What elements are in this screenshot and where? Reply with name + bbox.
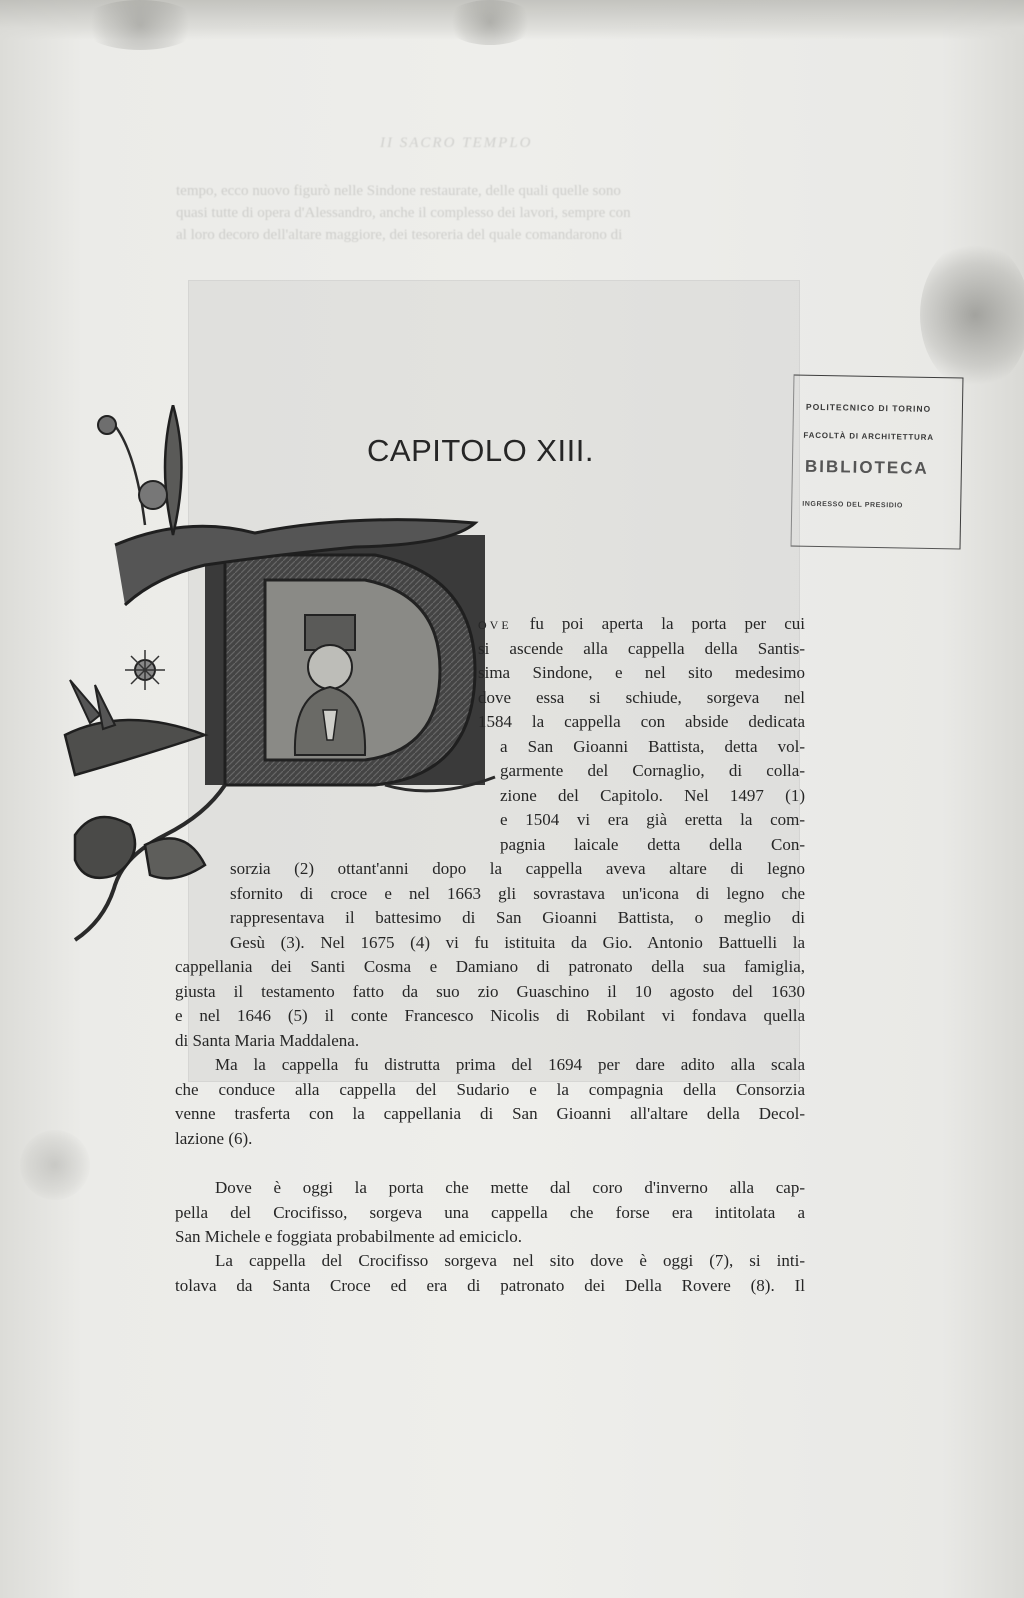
library-stamp <box>791 375 964 550</box>
paragraph-3 <box>175 1176 805 1250</box>
stamp-line-2: FACOLTÀ DI ARCHITETTURA <box>803 430 934 442</box>
text-line: tolava da Santa Croce ed era di patronato dei Della Rovere (8). Il <box>175 1275 805 1295</box>
text-line: lazione (6). <box>175 1128 253 1148</box>
foliage-left <box>65 720 205 775</box>
text-line: rappresentava il battesimo di San Gioanni Battista, o meglio di <box>230 908 805 927</box>
curl-leaf-icon <box>145 838 205 878</box>
paragraph-1-indented-narrow <box>500 735 805 858</box>
text-line: sorzia (2) ottant'anni dopo la cappella aveva altare di legno <box>230 859 805 878</box>
paper-stain <box>445 0 535 45</box>
text-line: San Michele e foggiata probabilmente ad emiciclo. <box>175 1227 522 1246</box>
ghost-line: al loro decoro dell'altare maggiore, dei tesoreria del quale comandarono di <box>176 227 623 243</box>
text-line-content: Ma la cappella fu distrutta prima del 1694 per dare adito alla scala <box>215 1055 805 1074</box>
text-line-content: fu poi aperta la porta per cui <box>529 614 805 633</box>
paper-stain <box>20 1130 90 1200</box>
paragraph-2 <box>175 1053 805 1151</box>
text-line: a San Gioanni Battista, detta vol- <box>500 736 805 756</box>
text-line: e nel 1646 (5) il conte Francesco Nicolis di Robilant vi fondava quella <box>175 1006 805 1025</box>
flower-icon <box>139 481 167 509</box>
text-line: pagnia laicale detta della Con- <box>500 834 805 854</box>
paragraph-4 <box>175 1249 805 1298</box>
smallcaps-prefix: ove <box>478 614 512 633</box>
paragraph-1-full <box>175 955 805 1053</box>
text-line: 1584 la cappella con abside dedicata <box>478 712 805 731</box>
text-line: si ascende alla cappella della Santis- <box>478 638 805 658</box>
text-line: sima Sindone, e nel sito medesimo <box>478 663 805 682</box>
stem-line <box>110 420 145 525</box>
paper-stain <box>920 240 1024 390</box>
text-line: di Santa Maria Maddalena. <box>175 1030 360 1050</box>
ghost-line: tempo, ecco nuovo figurò nelle Sindone restaurate, delle quali quelle sono <box>176 183 621 199</box>
text-line: Gesù (3). Nel 1675 (4) vi fu istituita da Gio. Antonio Battuelli la <box>230 932 805 952</box>
text-line: garmente del Cornaglio, di colla- <box>500 761 805 780</box>
text-line-content: La cappella del Crocifisso sorgeva nel sito dove è oggi (7), si inti- <box>215 1251 805 1270</box>
text-line: che conduce alla cappella del Sudario e la compagnia della Consorzia <box>175 1079 805 1099</box>
text-line: e 1504 vi era già eretta la com- <box>500 810 805 829</box>
ghost-line: quasi tutte di opera d'Alessandro, anche il complesso dei lavori, sempre con <box>176 205 631 221</box>
text-line: pella del Crocifisso, sorgeva una cappella che forse era intitolata a <box>175 1202 805 1222</box>
text-line <box>175 1176 805 1201</box>
text-line <box>175 1053 805 1078</box>
thistle-bud-icon <box>98 416 116 434</box>
curl-leaf-icon <box>75 817 135 878</box>
text-line: giusta il testamento fatto da suo zio Guaschino il 10 agosto del 1630 <box>175 981 805 1001</box>
stamp-graphic <box>792 376 963 549</box>
chapter-heading: CAPITOLO XIII. <box>367 433 594 468</box>
paragraph-1-indented <box>478 612 805 735</box>
show-through-folio: II SACRO TEMPLO <box>380 135 533 151</box>
text-line <box>478 612 805 637</box>
stamp-line-3: BIBLIOTECA <box>804 456 929 478</box>
text-line: sfornito di croce e nel 1663 gli sovrastava un'icona di legno che <box>230 883 805 903</box>
text-line: zione del Capitolo. Nel 1497 (1) <box>500 785 805 805</box>
paragraph-1-mid <box>230 857 805 955</box>
text-line: cappellania dei Santi Cosma e Damiano di patronato della sua famiglia, <box>175 957 805 976</box>
text-line: dove essa si schiude, sorgeva nel <box>478 687 805 707</box>
leaf-tall-icon <box>165 405 182 535</box>
stamp-line-4: INGRESSO DEL PRESIDIO <box>802 500 904 510</box>
sun-rays <box>125 650 165 690</box>
show-through-text <box>176 180 806 246</box>
text-line <box>175 1249 805 1274</box>
text-line: venne trasferta con la cappellania di San Gioanni all'altare della Decol- <box>175 1104 805 1123</box>
stamp-line-1: POLITECNICO DI TORINO <box>805 401 932 414</box>
paper-stain <box>80 0 200 50</box>
text-line-content: Dove è oggi la porta che mette dal coro d'inverno alla cap- <box>215 1178 805 1197</box>
saint-face <box>308 645 352 689</box>
